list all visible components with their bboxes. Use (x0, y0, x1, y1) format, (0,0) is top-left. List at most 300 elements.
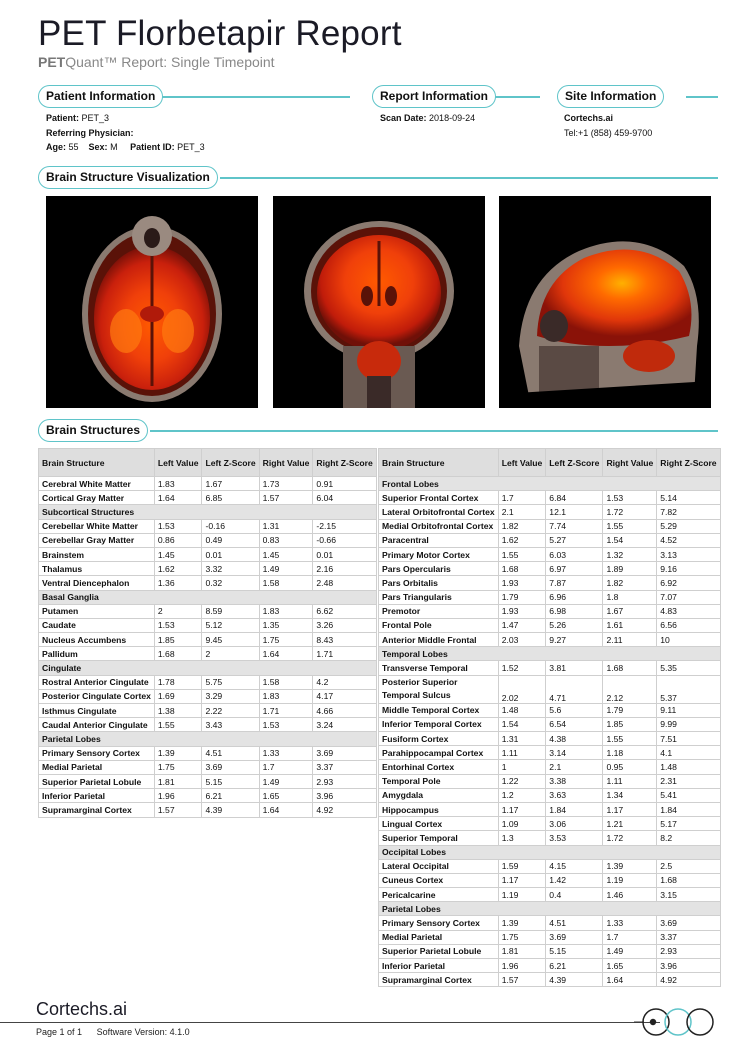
visualization-rule (220, 177, 718, 179)
left-z-score: 4.51 (546, 916, 603, 930)
right-value: 1.64 (259, 803, 313, 817)
right-value: 2.11 (603, 633, 657, 647)
structure-name: Ventral Diencephalon (39, 576, 155, 590)
left-value: 1.22 (498, 774, 546, 788)
table-row (379, 633, 721, 647)
subtitle-text: Quant™ Report: Single Timepoint (65, 54, 275, 70)
right-z-score: 2.48 (313, 576, 376, 590)
category-label: Frontal Lobes (379, 477, 721, 491)
table-row (379, 661, 721, 675)
col-right-z: Right Z-Score (313, 449, 376, 477)
right-z-score: 7.82 (657, 505, 720, 519)
right-value: 1.85 (603, 717, 657, 731)
col-left-z: Left Z-Score (202, 449, 259, 477)
right-z-score: 8.2 (657, 831, 720, 845)
left-value: 1.57 (154, 803, 202, 817)
patient-id-value: PET_3 (177, 142, 205, 152)
table-row (379, 732, 721, 746)
left-value: 1.68 (498, 562, 546, 576)
left-z-score: 4.71 (546, 675, 603, 703)
right-z-score: -2.15 (313, 519, 376, 533)
scan-date-row (380, 111, 475, 126)
left-z-score: 6.54 (546, 717, 603, 731)
report-title: PET Florbetapir Report (38, 14, 402, 53)
right-value: 1.35 (259, 618, 313, 632)
right-value: 1.79 (603, 703, 657, 717)
right-value: 1.65 (603, 959, 657, 973)
right-value: 1.33 (259, 746, 313, 760)
right-value: 2.12 (603, 675, 657, 703)
footer-brand: Cortechs.ai (36, 999, 128, 1019)
right-z-score: 2.5 (657, 859, 720, 873)
table-row (39, 789, 377, 803)
category-row (39, 505, 377, 519)
structure-name: Pericalcarine (379, 888, 499, 902)
right-value: 1.75 (259, 633, 313, 647)
left-z-score: 5.15 (202, 774, 259, 788)
sex-label: Sex: (88, 142, 108, 152)
left-z-score: 7.87 (546, 576, 603, 590)
left-value: 1.54 (498, 717, 546, 731)
left-value: 1.82 (498, 519, 546, 533)
left-value: 1.62 (154, 562, 202, 576)
structure-name: Cuneus Cortex (379, 873, 499, 887)
demographics-row (46, 140, 205, 155)
left-z-score: 0.32 (202, 576, 259, 590)
left-value: 1.79 (498, 590, 546, 604)
table-row (379, 590, 721, 604)
table-row (379, 576, 721, 590)
category-label: Subcortical Structures (39, 505, 377, 519)
patient-label: Patient: (46, 113, 80, 123)
right-z-score: 6.04 (313, 491, 376, 505)
structure-name: Brainstem (39, 547, 155, 561)
left-value: 1.78 (154, 675, 202, 689)
right-value: 1.65 (259, 789, 313, 803)
table-row (39, 533, 377, 547)
right-z-score: 0.01 (313, 547, 376, 561)
right-value: 1.39 (603, 859, 657, 873)
structure-name: Middle Temporal Cortex (379, 703, 499, 717)
left-z-score: 0.01 (202, 547, 259, 561)
structure-name: Posterior Cingulate Cortex (39, 689, 155, 703)
brain-structures-table-right (378, 448, 721, 987)
table-row (39, 774, 377, 788)
left-value: 1.75 (498, 930, 546, 944)
structure-name: Rostral Anterior Cingulate (39, 675, 155, 689)
right-z-score: 6.92 (657, 576, 720, 590)
left-value: 1.7 (498, 491, 546, 505)
right-z-score: 4.66 (313, 704, 376, 718)
physician-row (46, 126, 205, 141)
structure-name: Primary Sensory Cortex (39, 746, 155, 760)
right-value: 0.83 (259, 533, 313, 547)
brain-sagittal-image (499, 196, 711, 408)
col-right-z: Right Z-Score (657, 449, 720, 477)
table-row (379, 959, 721, 973)
sagittal-slice-graphic (499, 196, 711, 408)
right-value: 1.49 (259, 562, 313, 576)
right-z-score: 2.93 (313, 774, 376, 788)
right-z-score: 5.35 (657, 661, 720, 675)
category-row (39, 590, 377, 604)
right-z-score: 2.31 (657, 774, 720, 788)
structure-name: Superior Temporal (379, 831, 499, 845)
left-z-score: 5.26 (546, 618, 603, 632)
coronal-slice-graphic (273, 196, 485, 408)
right-z-score: 3.37 (313, 760, 376, 774)
left-value: 1.62 (498, 533, 546, 547)
right-value: 1.61 (603, 618, 657, 632)
right-value: 1.83 (259, 604, 313, 618)
left-z-score: 3.69 (546, 930, 603, 944)
right-value: 1.46 (603, 888, 657, 902)
left-z-score: 1.42 (546, 873, 603, 887)
sex-value: M (110, 142, 118, 152)
right-z-score: 4.92 (313, 803, 376, 817)
structure-name: Caudate (39, 618, 155, 632)
left-z-score: 3.14 (546, 746, 603, 760)
col-structure: Brain Structure (379, 449, 499, 477)
brain-structures-table-left (38, 448, 377, 818)
right-z-score: 3.69 (657, 916, 720, 930)
left-value: 1.38 (154, 704, 202, 718)
right-value: 1.68 (603, 661, 657, 675)
left-value: 0.86 (154, 533, 202, 547)
right-value: 1.83 (259, 689, 313, 703)
left-value: 1.52 (498, 661, 546, 675)
right-value: 1.64 (259, 647, 313, 661)
table-row (39, 760, 377, 774)
structure-name: Fusiform Cortex (379, 732, 499, 746)
left-z-score: 1.84 (546, 802, 603, 816)
left-value: 1.75 (154, 760, 202, 774)
table-row (39, 604, 377, 618)
left-value: 1.47 (498, 618, 546, 632)
structure-name: Temporal Pole (379, 774, 499, 788)
right-value: 1.55 (603, 519, 657, 533)
table-row (39, 618, 377, 632)
right-z-score: 4.17 (313, 689, 376, 703)
left-value: 1.53 (154, 519, 202, 533)
structure-name: Pars Triangularis (379, 590, 499, 604)
right-value: 1.49 (603, 944, 657, 958)
left-value: 1 (498, 760, 546, 774)
category-label: Temporal Lobes (379, 647, 721, 661)
structure-name: Frontal Pole (379, 618, 499, 632)
left-value: 1.39 (498, 916, 546, 930)
right-z-score: 5.17 (657, 817, 720, 831)
right-z-score: 5.14 (657, 491, 720, 505)
structure-name: Supramarginal Cortex (379, 973, 499, 987)
structure-name: Cerebral White Matter (39, 477, 155, 491)
right-value: 0.95 (603, 760, 657, 774)
right-z-score: 2.93 (657, 944, 720, 958)
right-value: 1.17 (603, 802, 657, 816)
structure-name: Superior Parietal Lobule (379, 944, 499, 958)
patient-row (46, 111, 205, 126)
right-z-score: 7.51 (657, 732, 720, 746)
col-left-value: Left Value (154, 449, 202, 477)
brain-coronal-image (273, 196, 485, 408)
right-value: 1.34 (603, 788, 657, 802)
left-z-score: 6.84 (546, 491, 603, 505)
right-z-score: 0.91 (313, 477, 376, 491)
patient-info (46, 111, 205, 155)
category-label: Parietal Lobes (39, 732, 377, 746)
left-z-score: 6.21 (546, 959, 603, 973)
footer-divider (0, 1022, 660, 1023)
site-rule (686, 96, 718, 98)
structure-name: Superior Parietal Lobule (39, 774, 155, 788)
structure-name: Paracentral (379, 533, 499, 547)
structure-name: Transverse Temporal (379, 661, 499, 675)
table-row (379, 916, 721, 930)
table-row (379, 930, 721, 944)
category-label: Cingulate (39, 661, 377, 675)
col-right-value: Right Value (259, 449, 313, 477)
right-value: 1.58 (259, 576, 313, 590)
left-value: 1.31 (498, 732, 546, 746)
right-z-score: 3.96 (313, 789, 376, 803)
left-value: 1.39 (154, 746, 202, 760)
col-left-value: Left Value (498, 449, 546, 477)
left-value: 1.45 (154, 547, 202, 561)
table-row (39, 718, 377, 732)
structure-name: Supramarginal Cortex (39, 803, 155, 817)
left-z-score: 6.98 (546, 604, 603, 618)
category-row (379, 477, 721, 491)
table-left-body (39, 477, 377, 818)
left-z-score: -0.16 (202, 519, 259, 533)
table-row (379, 746, 721, 760)
table-row (379, 944, 721, 958)
table-left-header (39, 449, 377, 477)
visualization-heading: Brain Structure Visualization (38, 166, 218, 189)
table-row (379, 774, 721, 788)
right-z-score: 8.43 (313, 633, 376, 647)
table-row (379, 547, 721, 561)
scan-date-label: Scan Date: (380, 113, 427, 123)
right-z-score: 3.37 (657, 930, 720, 944)
right-value: 1.33 (603, 916, 657, 930)
left-z-score: 5.6 (546, 703, 603, 717)
table-row (379, 817, 721, 831)
right-z-score: 6.62 (313, 604, 376, 618)
left-z-score: 5.15 (546, 944, 603, 958)
right-value: 1.64 (603, 973, 657, 987)
software-version: Software Version: 4.1.0 (96, 1027, 190, 1037)
left-z-score: 8.59 (202, 604, 259, 618)
table-row (39, 746, 377, 760)
right-value: 1.49 (259, 774, 313, 788)
right-value: 1.73 (259, 477, 313, 491)
right-z-score: 5.29 (657, 519, 720, 533)
structure-name: Primary Sensory Cortex (379, 916, 499, 930)
left-z-score: 1.67 (202, 477, 259, 491)
right-z-score: 2.16 (313, 562, 376, 576)
right-z-score: 5.41 (657, 788, 720, 802)
left-z-score: 3.29 (202, 689, 259, 703)
table-row (379, 888, 721, 902)
structure-name: Inferior Parietal (379, 959, 499, 973)
structure-name: Inferior Parietal (39, 789, 155, 803)
table-row (39, 491, 377, 505)
category-label: Parietal Lobes (379, 902, 721, 916)
table-row (39, 633, 377, 647)
table-row (379, 859, 721, 873)
age-value: 55 (68, 142, 79, 152)
left-z-score: 6.21 (202, 789, 259, 803)
table-row (379, 505, 721, 519)
right-z-score: -0.66 (313, 533, 376, 547)
structure-name: Nucleus Accumbens (39, 633, 155, 647)
right-value: 1.67 (603, 604, 657, 618)
structure-name: Pallidum (39, 647, 155, 661)
left-z-score: 7.74 (546, 519, 603, 533)
right-value: 1.32 (603, 547, 657, 561)
structure-name: Posterior Superior Temporal Sulcus (379, 675, 499, 703)
table-row (379, 760, 721, 774)
left-value: 1.93 (498, 576, 546, 590)
site-info (564, 111, 652, 140)
left-z-score: 2 (202, 647, 259, 661)
table-row (39, 803, 377, 817)
table-row (379, 675, 721, 703)
table-row (379, 491, 721, 505)
report-info (380, 111, 475, 126)
patient-id-label: Patient ID: (130, 142, 175, 152)
structure-name: Isthmus Cingulate (39, 704, 155, 718)
left-z-score: 5.12 (202, 618, 259, 632)
structure-name: Cerebellar White Matter (39, 519, 155, 533)
right-z-score: 4.92 (657, 973, 720, 987)
right-value: 1.31 (259, 519, 313, 533)
right-value: 1.11 (603, 774, 657, 788)
category-row (379, 647, 721, 661)
structure-name: Amygdala (379, 788, 499, 802)
right-value: 1.53 (259, 718, 313, 732)
right-value: 1.72 (603, 831, 657, 845)
structure-name: Superior Frontal Cortex (379, 491, 499, 505)
axial-slice-graphic (46, 196, 258, 408)
left-z-score: 3.81 (546, 661, 603, 675)
left-value: 1.81 (498, 944, 546, 958)
left-value: 1.09 (498, 817, 546, 831)
right-z-score: 3.26 (313, 618, 376, 632)
left-value: 1.68 (154, 647, 202, 661)
right-z-score: 4.2 (313, 675, 376, 689)
cortechs-logo-icon (634, 1004, 718, 1040)
table-row (379, 717, 721, 731)
site-name (564, 111, 652, 126)
table-row (39, 477, 377, 491)
structure-name: Lateral Occipital (379, 859, 499, 873)
table-row (379, 973, 721, 987)
structures-rule (150, 430, 718, 432)
left-z-score: 6.03 (546, 547, 603, 561)
structure-name: Cortical Gray Matter (39, 491, 155, 505)
physician-label: Referring Physician: (46, 127, 134, 138)
left-z-score: 0.4 (546, 888, 603, 902)
left-z-score: 3.69 (202, 760, 259, 774)
structure-name: Lateral Orbitofrontal Cortex (379, 505, 499, 519)
structures-heading: Brain Structures (38, 419, 148, 442)
report-rule (490, 96, 540, 98)
left-z-score: 5.27 (546, 533, 603, 547)
table-row (379, 618, 721, 632)
site-name-text: Cortechs.ai (564, 113, 614, 123)
right-z-score: 4.1 (657, 746, 720, 760)
site-tel: Tel:+1 (858) 459-9700 (564, 127, 653, 138)
left-z-score: 6.96 (546, 590, 603, 604)
structure-name: Hippocampus (379, 802, 499, 816)
age-label: Age: (46, 142, 66, 152)
right-value: 1.82 (603, 576, 657, 590)
structure-name: Caudal Anterior Cingulate (39, 718, 155, 732)
table-row (379, 873, 721, 887)
right-value: 1.71 (259, 704, 313, 718)
col-right-value: Right Value (603, 449, 657, 477)
left-value: 2 (154, 604, 202, 618)
brain-axial-image (46, 196, 258, 408)
right-value: 1.58 (259, 675, 313, 689)
col-left-z: Left Z-Score (546, 449, 603, 477)
left-value: 1.17 (498, 873, 546, 887)
table-row (379, 831, 721, 845)
report-subtitle (38, 54, 275, 70)
left-value: 1.59 (498, 859, 546, 873)
footer-text (36, 1027, 202, 1037)
category-row (39, 661, 377, 675)
left-z-score: 2.22 (202, 704, 259, 718)
left-value: 1.64 (154, 491, 202, 505)
left-z-score: 3.06 (546, 817, 603, 831)
left-value: 1.96 (498, 959, 546, 973)
left-value: 2.1 (498, 505, 546, 519)
table-row (39, 704, 377, 718)
left-value: 1.85 (154, 633, 202, 647)
category-row (379, 845, 721, 859)
left-value: 1.69 (154, 689, 202, 703)
left-z-score: 3.53 (546, 831, 603, 845)
left-z-score: 0.49 (202, 533, 259, 547)
patient-info-heading: Patient Information (38, 85, 163, 108)
structure-name: Lingual Cortex (379, 817, 499, 831)
left-value: 1.81 (154, 774, 202, 788)
left-value: 1.11 (498, 746, 546, 760)
category-row (39, 732, 377, 746)
right-value: 1.54 (603, 533, 657, 547)
left-value: 1.57 (498, 973, 546, 987)
right-z-score: 4.83 (657, 604, 720, 618)
left-value: 1.55 (154, 718, 202, 732)
left-value: 1.96 (154, 789, 202, 803)
right-value: 1.7 (603, 930, 657, 944)
left-value: 1.36 (154, 576, 202, 590)
col-structure: Brain Structure (39, 449, 155, 477)
left-z-score: 4.39 (202, 803, 259, 817)
right-z-score: 1.48 (657, 760, 720, 774)
table-row (39, 689, 377, 703)
left-z-score: 4.38 (546, 732, 603, 746)
left-value: 1.19 (498, 888, 546, 902)
structure-name: Pars Opercularis (379, 562, 499, 576)
right-value: 1.45 (259, 547, 313, 561)
table-right-header (379, 449, 721, 477)
left-value: 2.02 (498, 675, 546, 703)
structure-name: Parahippocampal Cortex (379, 746, 499, 760)
